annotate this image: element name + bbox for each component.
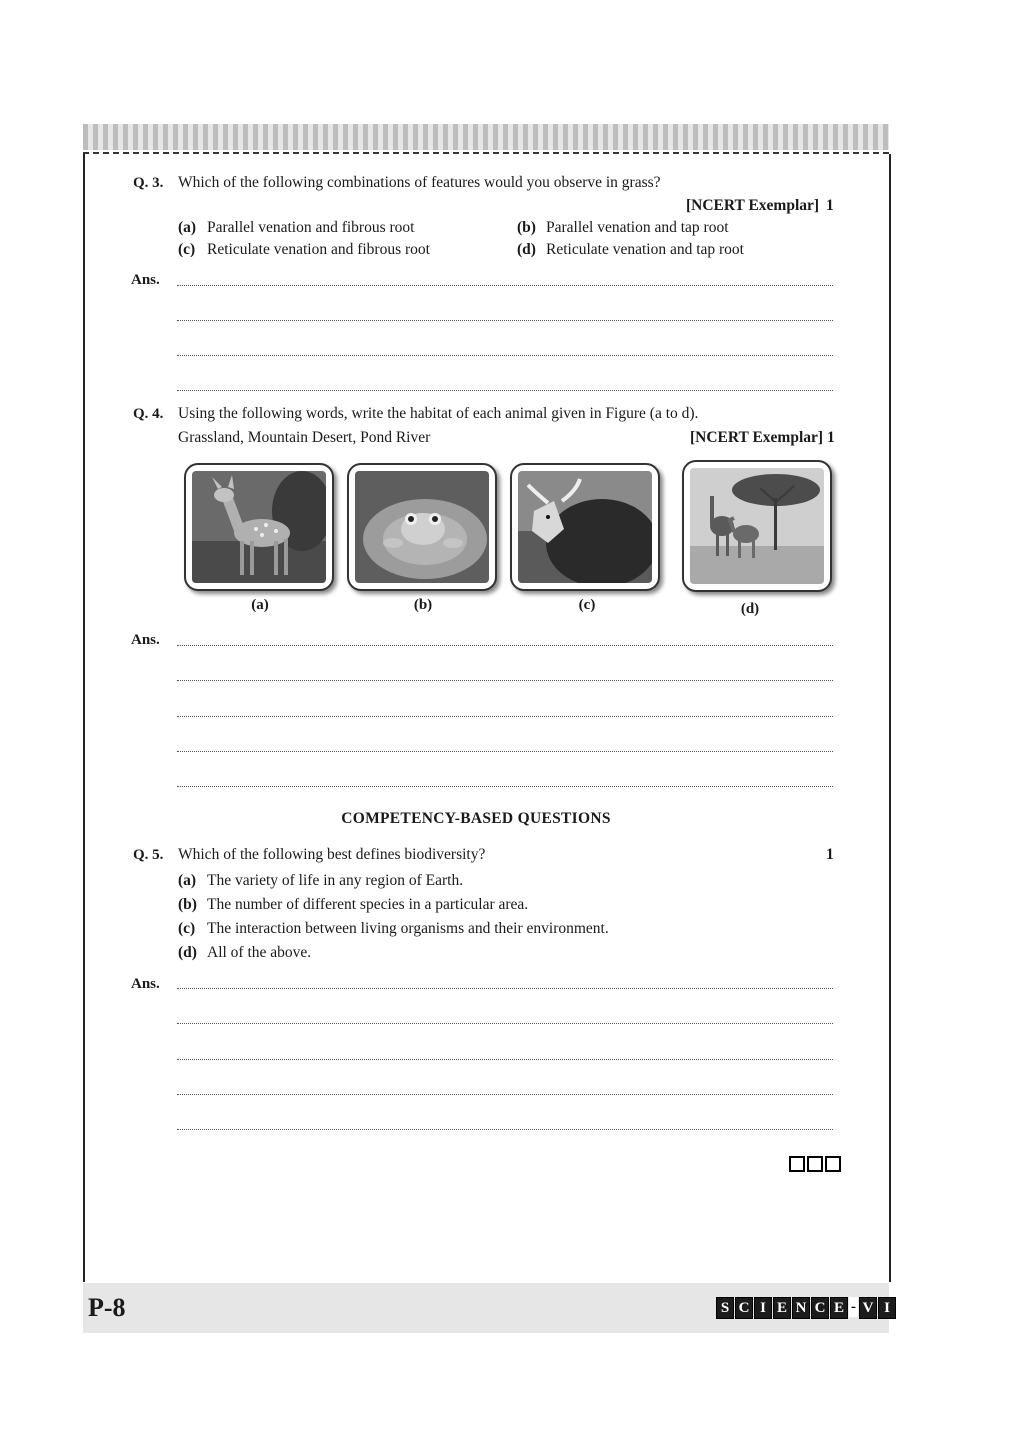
q3-source: [NCERT Exemplar]: [686, 197, 820, 214]
q3-option-a: (a) Parallel venation and fibrous root: [178, 219, 415, 236]
q5-text: Which of the following best defines biodiversity?: [178, 846, 486, 863]
q3-number: Q. 3.: [133, 175, 164, 191]
figure-a-deer-photo: [184, 463, 334, 591]
q3-marks: 1: [826, 197, 834, 214]
answer-line: [177, 786, 833, 787]
figure-c-yak-photo: [510, 463, 660, 591]
figure-a-caption: (a): [251, 597, 269, 613]
q5-ans-label: Ans.: [131, 976, 160, 992]
brand-letter: I: [878, 1297, 896, 1319]
figure-b-frog-photo: [347, 463, 497, 591]
brand-letter: V: [859, 1297, 877, 1319]
subject-brand: [716, 1297, 897, 1319]
figure-b-caption: (b): [413, 597, 433, 613]
q3-option-c: (c) Reticulate venation and fibrous root: [178, 241, 430, 258]
brand-letter: S: [716, 1297, 734, 1319]
q3-text: Which of the following combinations of features would you observe in grass?: [178, 174, 661, 191]
answer-line: [177, 355, 833, 356]
brand-letter: -: [851, 1299, 856, 1315]
q5-option-c: (c) The interaction between living organisms and their environment.: [178, 920, 609, 937]
answer-line: [177, 1094, 833, 1095]
answer-line: [177, 390, 833, 391]
q3-option-d: (d) Reticulate venation and tap root: [517, 241, 744, 258]
q4-ans-label: Ans.: [131, 632, 160, 648]
answer-line: [177, 645, 833, 646]
q5-option-a: (a) The variety of life in any region of Earth.: [178, 872, 464, 889]
q5-marks: 1: [826, 846, 834, 863]
brand-letter: C: [735, 1297, 753, 1319]
brand-letter: E: [830, 1297, 848, 1319]
answer-line: [177, 716, 833, 717]
figure-d-caption: (d): [740, 601, 760, 617]
answer-line: [177, 1023, 833, 1024]
header-stripe-band: [83, 124, 889, 150]
q4-text: Using the following words, write the habitat of each animal given in Figure (a to d).: [178, 405, 699, 422]
brand-letter: I: [754, 1297, 772, 1319]
q3-option-b: (b) Parallel venation and tap root: [517, 219, 729, 236]
brand-letter: C: [811, 1297, 829, 1319]
page-frame: [83, 154, 891, 1282]
answer-line: [177, 285, 833, 286]
brand-letter: N: [792, 1297, 810, 1319]
answer-line: [177, 751, 833, 752]
q5-option-b: (b) The number of different species in a particular area.: [178, 896, 529, 913]
q4-source: [NCERT Exemplar] 1: [690, 429, 835, 446]
q4-number: Q. 4.: [133, 406, 164, 422]
answer-line: [177, 1059, 833, 1060]
answer-line: [177, 680, 833, 681]
figure-d-camels-photo: [682, 460, 832, 592]
answer-line: [177, 988, 833, 989]
section-heading: COMPETENCY-BASED QUESTIONS: [341, 810, 611, 827]
q3-ans-label: Ans.: [131, 272, 160, 288]
page-number: P-8: [88, 1293, 126, 1322]
q5-number: Q. 5.: [133, 847, 164, 863]
figure-c-caption: (c): [578, 597, 596, 613]
q4-words: Grassland, Mountain Desert, Pond River: [178, 429, 431, 446]
q5-option-d: (d) All of the above.: [178, 944, 312, 961]
answer-line: [177, 1129, 833, 1130]
end-of-section-marker-icon: [789, 1156, 843, 1177]
brand-letter: E: [773, 1297, 791, 1319]
answer-line: [177, 320, 833, 321]
